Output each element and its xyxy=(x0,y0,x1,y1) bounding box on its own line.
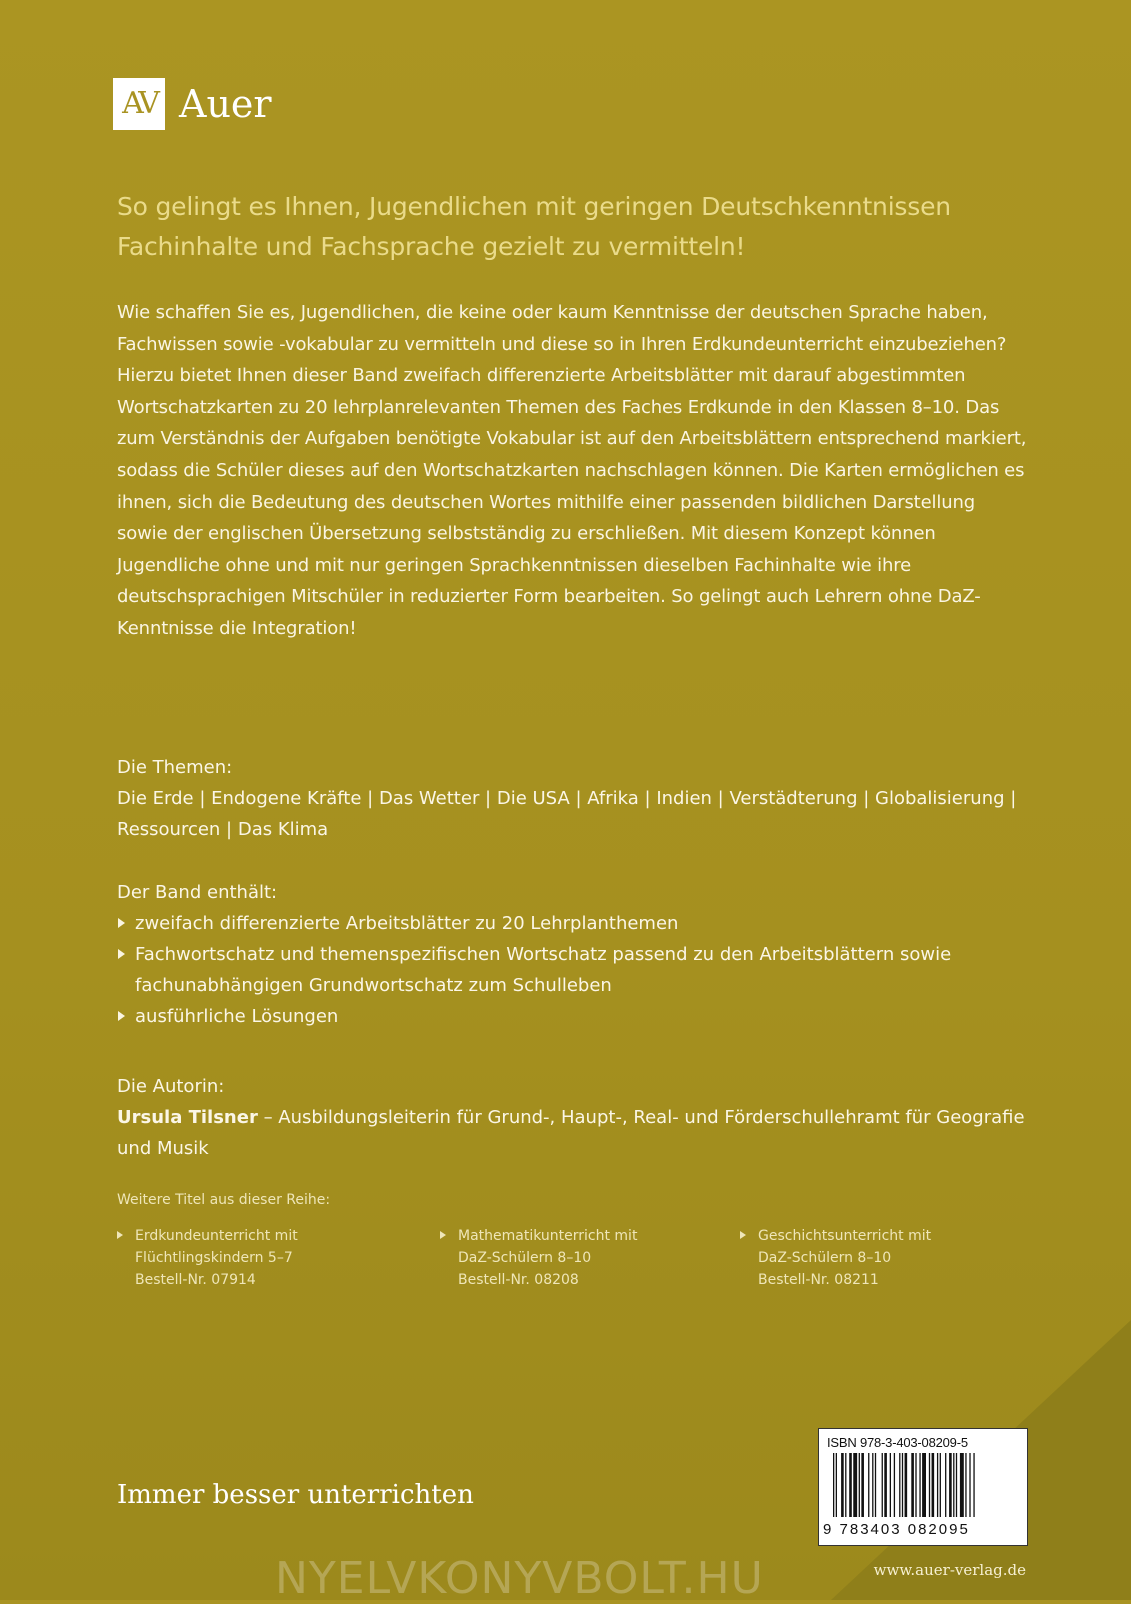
list-item: zweifach differenzierte Arbeitsblätter zu 20 Lehrplanthemen xyxy=(117,908,1027,939)
barcode-stripe xyxy=(937,1453,938,1517)
headline: So gelingt es Ihnen, Jugendlichen mit geringen Deutschkenntnissen Fachinhalte und Fachsprache gezielt zu vermitteln! xyxy=(117,192,951,261)
barcode-stripe xyxy=(845,1453,846,1517)
barcode-stripe xyxy=(849,1453,852,1517)
isbn-label: ISBN 978-3-403-08209-5 xyxy=(827,1435,968,1450)
bullet-arrow-icon xyxy=(118,949,125,959)
contents-heading: Der Band enthält: xyxy=(117,882,278,903)
barcode-stripe xyxy=(833,1453,834,1517)
contents-section xyxy=(117,877,1027,1032)
watermark: NYELVKONYVBOLT.HU xyxy=(275,1553,764,1604)
barcode-stripe xyxy=(872,1453,873,1517)
series-item: Erdkundeunterricht mit Flüchtlingskindern 5–7 Bestell-Nr. 07914 xyxy=(117,1225,298,1291)
intro-description: Hierzu bietet Ihnen dieser Band zweifach differenzierte Arbeitsblätter mit darauf abgestimmten Wortschatzkarten zu 20 lehrplanrelevanten Themen des Faches Erdkunde in den Klassen 8–10. Das zum Verständnis der Aufgaben benötigte Vokabular ist auf den Arbeitsblättern entsprechend markiert, sodass die Schüler dieses auf den Wortschatzkarten nachschlagen können. Die Karten ermöglichen es ihnen, sich die Bedeutung des deutschen Wortes mithilfe einer passenden bildlichen Darstellung sowie der englischen Übersetzung selbstständig zu erschließen. Mit diesem Konzept können Jugendliche ohne und mit nur geringen Sprachkenntnissen dieselben Fachinhalte wie ihre deutschsprachigen Mitschüler in reduzierter Form bearbeiten. So gelingt auch Lehrern ohne DaZ-Kenntnisse die Integration! xyxy=(117,365,1027,639)
barcode xyxy=(818,1428,1028,1546)
barcode-stripe xyxy=(868,1453,869,1517)
barcode-stripe xyxy=(836,1453,837,1517)
themes-heading: Die Themen: xyxy=(117,757,233,778)
barcode-stripe xyxy=(853,1453,857,1517)
author-name: Ursula Tilsner xyxy=(117,1107,258,1128)
barcode-stripe xyxy=(919,1453,920,1517)
barcode-stripe xyxy=(960,1453,964,1517)
barcode-stripe xyxy=(915,1453,916,1517)
barcode-stripe xyxy=(894,1453,895,1517)
barcode-stripe xyxy=(905,1453,908,1517)
barcode-stripe xyxy=(965,1453,966,1517)
author-info xyxy=(117,1102,1027,1164)
bullet-arrow-icon xyxy=(118,918,125,928)
barcode-stripe xyxy=(911,1453,914,1517)
intro-question: Wie schaffen Sie es, Jugendlichen, die keine oder kaum Kenntnisse der deutschen Sprache haben, Fachwissen sowie -vokabular zu vermitteln und diese so in Ihren Erdkundeunterricht einzubeziehen? xyxy=(117,302,1007,355)
barcode-stripe xyxy=(859,1453,860,1517)
author-section xyxy=(117,1071,1027,1164)
barcode-stripe xyxy=(929,1453,930,1517)
author-bio: – Ausbildungsleiterin für Grund-, Haupt-, Real- und Förderschullehramt für Geografie und Musik xyxy=(117,1107,1025,1159)
bullet-arrow-icon xyxy=(740,1231,746,1239)
ean-number: 9 783403 082095 xyxy=(823,1521,970,1538)
barcode-bars xyxy=(833,1453,1017,1517)
barcode-stripe xyxy=(902,1453,903,1517)
bullet-arrow-icon xyxy=(440,1231,446,1239)
barcode-stripe xyxy=(899,1453,900,1517)
publisher-logo xyxy=(113,78,272,130)
series-heading: Weitere Titel aus dieser Reihe: xyxy=(117,1192,331,1208)
barcode-stripe xyxy=(932,1453,935,1517)
website-url: www.auer-verlag.de xyxy=(873,1561,1026,1579)
barcode-stripe xyxy=(890,1453,891,1517)
contents-list xyxy=(117,908,1027,1032)
slogan: Immer besser unterrichten xyxy=(117,1480,474,1510)
series-item: Geschichtsunterricht mit DaZ-Schülern 8–10 Bestell-Nr. 08211 xyxy=(740,1225,931,1291)
author-heading: Die Autorin: xyxy=(117,1076,225,1097)
list-item: ausführliche Lösungen xyxy=(117,1001,1027,1032)
barcode-stripe xyxy=(841,1453,844,1517)
barcode-stripe xyxy=(953,1453,954,1517)
barcode-stripe xyxy=(973,1453,974,1517)
logo-mark: AV xyxy=(113,78,165,130)
barcode-stripe xyxy=(969,1453,970,1517)
publisher-name: Auer xyxy=(179,82,272,126)
series-item: Mathematikunterricht mit DaZ-Schülern 8–10 Bestell-Nr. 08208 xyxy=(440,1225,637,1291)
barcode-stripe xyxy=(861,1453,864,1517)
barcode-stripe xyxy=(875,1453,876,1517)
themes-section xyxy=(117,752,1027,845)
barcode-stripe xyxy=(882,1453,883,1517)
intro-text xyxy=(117,297,1027,645)
barcode-stripe xyxy=(945,1453,946,1517)
barcode-stripe xyxy=(949,1453,952,1517)
themes-list: Die Erde | Endogene Kräfte | Das Wetter | Die USA | Afrika | Indien | Verstädterung | Globalisierung | Ressourcen | Das Klima xyxy=(117,788,1017,840)
bullet-arrow-icon xyxy=(117,1231,123,1239)
barcode-stripe xyxy=(922,1453,926,1517)
barcode-stripe xyxy=(884,1453,887,1517)
barcode-stripe xyxy=(940,1453,941,1517)
barcode-stripe xyxy=(956,1453,957,1517)
list-item: Fachwortschatz und themenspezifischen Wortschatz passend zu den Arbeitsblättern sowie fachunabhängigen Grundwortschatz zum Schulleben xyxy=(117,939,1027,1001)
bullet-arrow-icon xyxy=(118,1011,125,1021)
